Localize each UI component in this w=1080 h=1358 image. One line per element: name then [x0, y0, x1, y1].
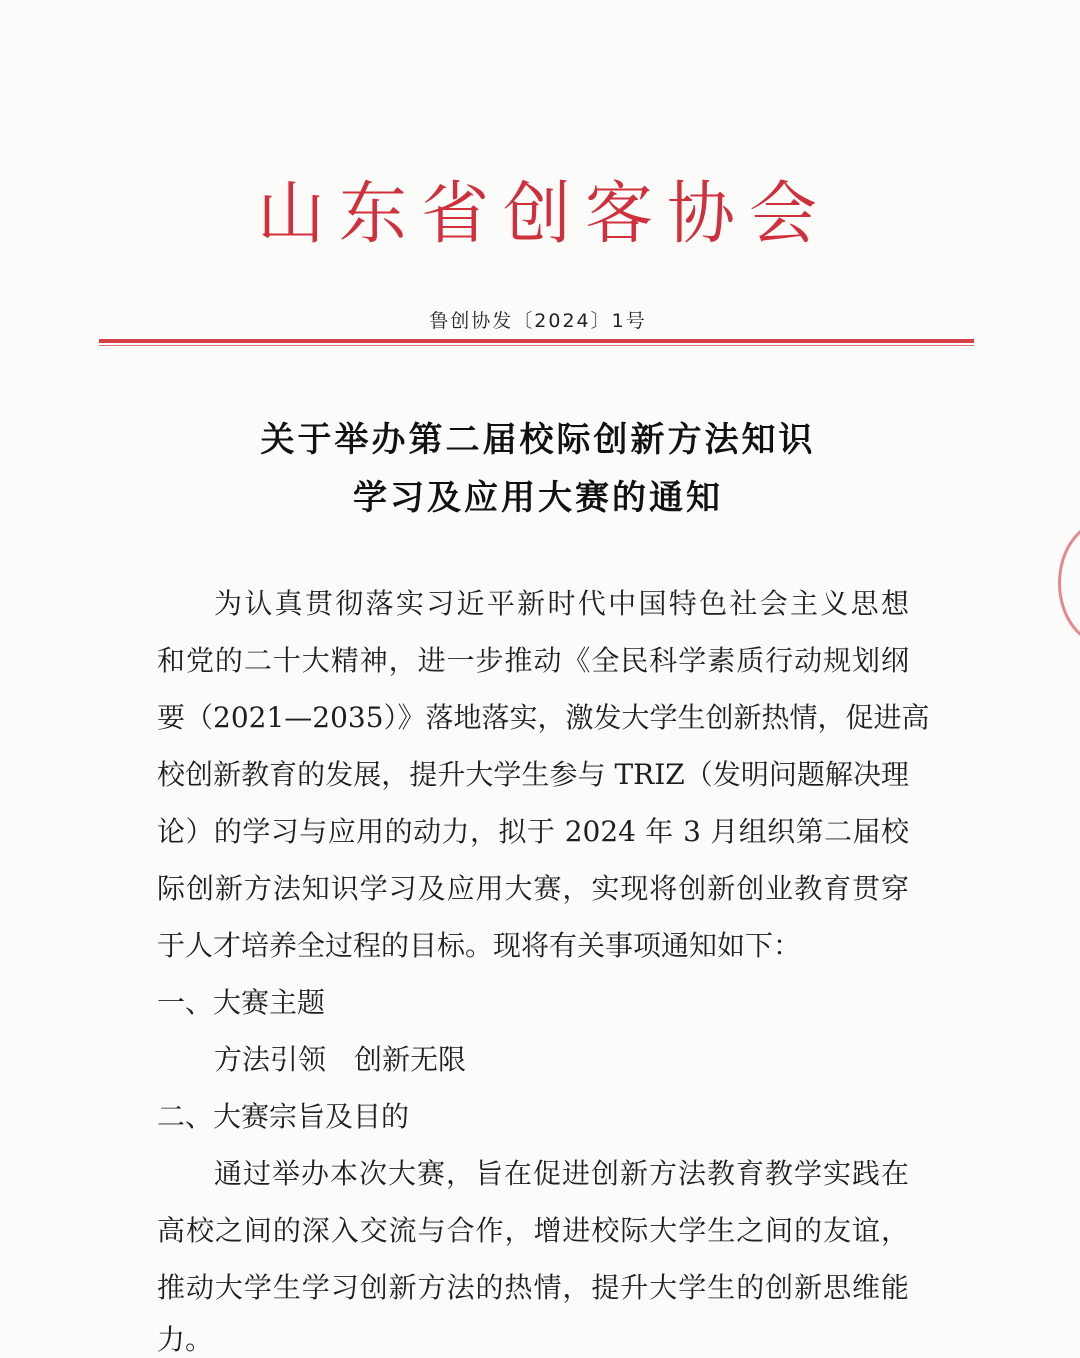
body-line: 际创新方法知识学习及应用大赛，实现将创新创业教育贯穿 — [157, 872, 909, 905]
body-line: 力。 — [157, 1323, 214, 1356]
seal-stamp-edge — [1058, 520, 1080, 646]
body-line: 于人才培养全过程的目标。现将有关事项通知如下： — [157, 929, 802, 962]
organization-header: 山东省创客协会 — [256, 175, 831, 254]
notice-title-line-2: 学习及应用大赛的通知 — [353, 478, 723, 518]
body-line: 要（2021—2035）》落地落实，激发大学生创新热情，促进高 — [157, 701, 930, 734]
body-line: 为认真贯彻落实习近平新时代中国特色社会主义思想 — [214, 587, 909, 620]
section-heading-1: 一、大赛主题 — [157, 986, 326, 1019]
document-number: 鲁创协发〔2024〕1号 — [429, 310, 647, 332]
section-heading-2: 二、大赛宗旨及目的 — [157, 1100, 410, 1133]
body-line: 高校之间的深入交流与合作，增进校际大学生之间的友谊， — [157, 1214, 909, 1247]
red-divider-line — [99, 339, 974, 343]
notice-title-line-1: 关于举办第二届校际创新方法知识 — [260, 420, 816, 460]
red-divider-line-thin — [99, 345, 974, 346]
body-line: 论）的学习与应用的动力，拟于 2024 年 3 月组织第二届校 — [157, 815, 909, 848]
section-1-text: 方法引领 创新无限 — [214, 1043, 467, 1076]
body-line: 推动大学生学习创新方法的热情，提升大学生的创新思维能 — [157, 1271, 909, 1304]
body-line: 通过举办本次大赛，旨在促进创新方法教育教学实践在 — [214, 1157, 909, 1190]
body-line: 和党的二十大精神，进一步推动《全民科学素质行动规划纲 — [157, 644, 909, 677]
body-line: 校创新教育的发展，提升大学生参与 TRIZ（发明问题解决理 — [157, 758, 909, 791]
